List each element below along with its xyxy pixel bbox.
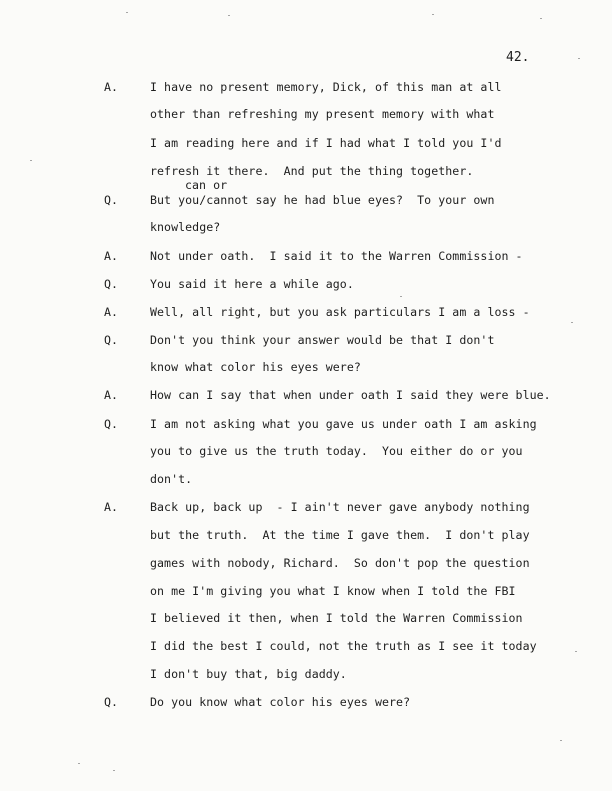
speaker-label: A. bbox=[104, 80, 118, 94]
speaker-label: A. bbox=[104, 249, 118, 263]
transcript-line: How can I say that when under oath I said they were blue. bbox=[150, 388, 551, 402]
scan-speck bbox=[560, 740, 562, 741]
speaker-label: Q. bbox=[104, 277, 118, 291]
transcript-line: games with nobody, Richard. So don't pop the question bbox=[150, 556, 530, 570]
speaker-label: Q. bbox=[104, 193, 118, 207]
scan-speck bbox=[78, 763, 80, 764]
speaker-label: Q. bbox=[104, 333, 118, 347]
transcript-line: I am not asking what you gave us under oath I am asking bbox=[150, 417, 537, 431]
transcript-line: know what color his eyes were? bbox=[150, 360, 361, 374]
transcript-line: other than refreshing my present memory with what bbox=[150, 107, 495, 121]
transcript-line: Don't you think your answer would be that I don't bbox=[150, 333, 495, 347]
transcript-line: on me I'm giving you what I know when I told the FBI bbox=[150, 584, 516, 598]
scan-speck bbox=[228, 15, 230, 16]
transcript-line: I am reading here and if I had what I told you I'd bbox=[150, 136, 502, 150]
transcript-line: I have no present memory, Dick, of this man at all bbox=[150, 80, 502, 94]
scan-speck bbox=[540, 18, 542, 19]
speaker-label: A. bbox=[104, 500, 118, 514]
page-number: 42. bbox=[506, 50, 530, 65]
scan-speck bbox=[126, 12, 128, 13]
scan-speck bbox=[113, 770, 115, 771]
speaker-label: A. bbox=[104, 388, 118, 402]
transcript-line: I don't buy that, big daddy. bbox=[150, 667, 347, 681]
scan-speck bbox=[578, 58, 580, 59]
transcript-line: don't. bbox=[150, 472, 193, 486]
transcript-line: knowledge? bbox=[150, 220, 221, 234]
speaker-label: Q. bbox=[104, 695, 118, 709]
speaker-label: A. bbox=[104, 305, 118, 319]
transcript-line: Do you know what color his eyes were? bbox=[150, 695, 411, 709]
transcript-line: I did the best I could, not the truth as I see it today bbox=[150, 639, 537, 653]
scan-speck bbox=[575, 651, 577, 652]
transcript-line: Well, all right, but you ask particulars I am a loss - bbox=[150, 305, 530, 319]
transcript-line: You said it here a while ago. bbox=[150, 277, 354, 291]
transcript-line: but the truth. At the time I gave them. I don't play bbox=[150, 528, 530, 542]
scan-speck bbox=[571, 322, 573, 323]
scan-speck bbox=[432, 14, 434, 15]
scan-speck bbox=[400, 296, 402, 297]
transcript-line: Back up, back up - I ain't never gave anybody nothing bbox=[150, 500, 530, 514]
transcript-line: But you/cannot say he had blue eyes? To your own bbox=[150, 193, 495, 207]
transcript-line: I believed it then, when I told the Warren Commission bbox=[150, 611, 523, 625]
speaker-label: Q. bbox=[104, 417, 118, 431]
interlinear-insert: can or bbox=[185, 178, 228, 192]
transcript-line: you to give us the truth today. You either do or you bbox=[150, 444, 523, 458]
transcript-line: refresh it there. And put the thing together. bbox=[150, 164, 474, 178]
transcript-line: Not under oath. I said it to the Warren Commission - bbox=[150, 249, 523, 263]
scan-speck bbox=[30, 160, 32, 161]
